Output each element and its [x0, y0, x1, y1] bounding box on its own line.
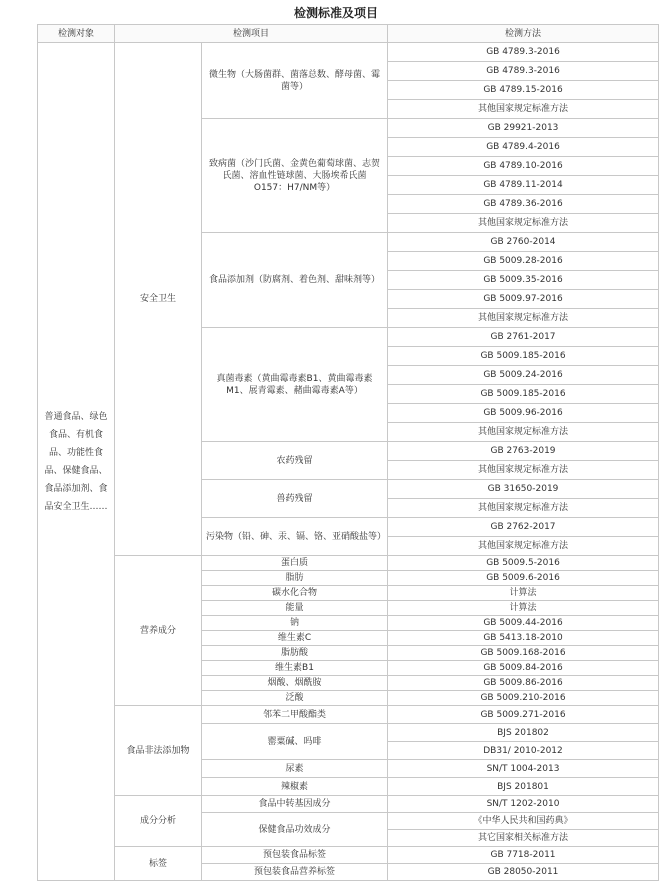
group-cell: 安全卫生	[115, 43, 202, 556]
test-item-cell: 蛋白质	[202, 556, 388, 571]
test-item-cell: 农药残留	[202, 442, 388, 480]
test-method-cell: GB 2763-2019	[388, 442, 659, 461]
test-method-cell: GB 28050-2011	[388, 864, 659, 881]
test-method-cell: GB 5009.24-2016	[388, 366, 659, 385]
test-method-cell: GB 5009.84-2016	[388, 661, 659, 676]
test-item-cell: 脂肪	[202, 571, 388, 586]
test-method-cell: 其他国家规定标准方法	[388, 309, 659, 328]
header-item: 检测项目	[115, 25, 388, 43]
test-method-cell: 其他国家规定标准方法	[388, 461, 659, 480]
table-row	[38, 796, 659, 813]
test-method-cell: GB 5009.271-2016	[388, 706, 659, 724]
test-method-cell: GB 5009.185-2016	[388, 347, 659, 366]
test-method-cell: GB 29921-2013	[388, 119, 659, 138]
table-row	[38, 43, 659, 62]
test-method-cell: SN/T 1004-2013	[388, 760, 659, 778]
header-object: 检测对象	[38, 25, 115, 43]
test-item-cell: 微生物（大肠菌群、菌落总数、酵母菌、霉菌等）	[202, 43, 388, 119]
test-item-cell: 真菌毒素（黄曲霉毒素B1、黄曲霉毒素M1、展青霉素、赭曲霉毒素A等）	[202, 328, 388, 442]
test-item-cell: 致病菌（沙门氏菌、金黄色葡萄球菌、志贺氏菌、溶血性链球菌、大肠埃希氏菌O157：H7/NM等）	[202, 119, 388, 233]
test-method-cell: GB 4789.3-2016	[388, 62, 659, 81]
test-method-cell: 其他国家规定标准方法	[388, 214, 659, 233]
group-cell: 成分分析	[115, 796, 202, 847]
test-method-cell: 《中华人民共和国药典》	[388, 813, 659, 830]
test-method-cell: GB 2761-2017	[388, 328, 659, 347]
test-item-cell: 食品中转基因成分	[202, 796, 388, 813]
test-method-cell: GB 4789.3-2016	[388, 43, 659, 62]
test-method-cell: GB 4789.11-2014	[388, 176, 659, 195]
test-method-cell: GB 5009.185-2016	[388, 385, 659, 404]
test-method-cell: BJS 201801	[388, 778, 659, 796]
group-cell: 标签	[115, 847, 202, 881]
test-method-cell: 其他国家规定标准方法	[388, 423, 659, 442]
test-item-cell: 邻苯二甲酸酯类	[202, 706, 388, 724]
test-method-cell: 其他国家规定标准方法	[388, 100, 659, 119]
test-item-cell: 尿素	[202, 760, 388, 778]
test-method-cell: SN/T 1202-2010	[388, 796, 659, 813]
test-item-cell: 维生素C	[202, 631, 388, 646]
test-item-cell: 预包装食品营养标签	[202, 864, 388, 881]
test-method-cell: GB 4789.4-2016	[388, 138, 659, 157]
test-item-cell: 能量	[202, 601, 388, 616]
test-method-cell: GB 5009.28-2016	[388, 252, 659, 271]
test-method-cell: GB 4789.15-2016	[388, 81, 659, 100]
test-method-cell: GB 31650-2019	[388, 480, 659, 499]
header-row	[38, 25, 659, 43]
test-item-cell: 食品添加剂（防腐剂、着色剂、甜味剂等）	[202, 233, 388, 328]
test-item-cell: 辣椒素	[202, 778, 388, 796]
test-method-cell: GB 5009.5-2016	[388, 556, 659, 571]
test-method-cell: 其他国家规定标准方法	[388, 537, 659, 556]
group-cell: 食品非法添加物	[115, 706, 202, 796]
test-method-cell: GB 5009.44-2016	[388, 616, 659, 631]
test-item-cell: 脂肪酸	[202, 646, 388, 661]
test-method-cell: 计算法	[388, 586, 659, 601]
test-object-cell: 普通食品、绿色食品、有机食品、功能性食品、保健食品、食品添加剂、食品安全卫生……	[38, 43, 115, 881]
test-method-cell: GB 5009.210-2016	[388, 691, 659, 706]
test-method-cell: DB31/ 2010-2012	[388, 742, 659, 760]
test-method-cell: GB 2762-2017	[388, 518, 659, 537]
test-item-cell: 维生素B1	[202, 661, 388, 676]
test-method-cell: 计算法	[388, 601, 659, 616]
table-row	[38, 847, 659, 864]
test-item-cell: 兽药残留	[202, 480, 388, 518]
test-method-cell: GB 4789.36-2016	[388, 195, 659, 214]
standards-table	[37, 24, 659, 881]
test-method-cell: GB 5009.96-2016	[388, 404, 659, 423]
test-item-cell: 保健食品功效成分	[202, 813, 388, 847]
table-row	[38, 706, 659, 724]
group-cell: 营养成分	[115, 556, 202, 706]
test-method-cell: 其他国家规定标准方法	[388, 499, 659, 518]
test-method-cell: 其它国家相关标准方法	[388, 830, 659, 847]
test-method-cell: GB 5413.18-2010	[388, 631, 659, 646]
test-method-cell: GB 4789.10-2016	[388, 157, 659, 176]
test-method-cell: GB 5009.168-2016	[388, 646, 659, 661]
test-item-cell: 预包装食品标签	[202, 847, 388, 864]
test-method-cell: BJS 201802	[388, 724, 659, 742]
test-item-cell: 碳水化合物	[202, 586, 388, 601]
test-method-cell: GB 7718-2011	[388, 847, 659, 864]
table-body	[38, 43, 659, 881]
test-item-cell: 污染物（铅、砷、汞、镉、铬、亚硝酸盐等）	[202, 518, 388, 556]
page-title: 检测标准及项目	[293, 6, 378, 20]
test-method-cell: GB 2760-2014	[388, 233, 659, 252]
table-row	[38, 556, 659, 571]
test-item-cell: 烟酸、烟酰胺	[202, 676, 388, 691]
test-item-cell: 钠	[202, 616, 388, 631]
test-method-cell: GB 5009.86-2016	[388, 676, 659, 691]
test-item-cell: 泛酸	[202, 691, 388, 706]
test-method-cell: GB 5009.97-2016	[388, 290, 659, 309]
test-item-cell: 罂粟碱、吗啡	[202, 724, 388, 760]
header-method: 检测方法	[388, 25, 659, 43]
test-method-cell: GB 5009.6-2016	[388, 571, 659, 586]
test-method-cell: GB 5009.35-2016	[388, 271, 659, 290]
